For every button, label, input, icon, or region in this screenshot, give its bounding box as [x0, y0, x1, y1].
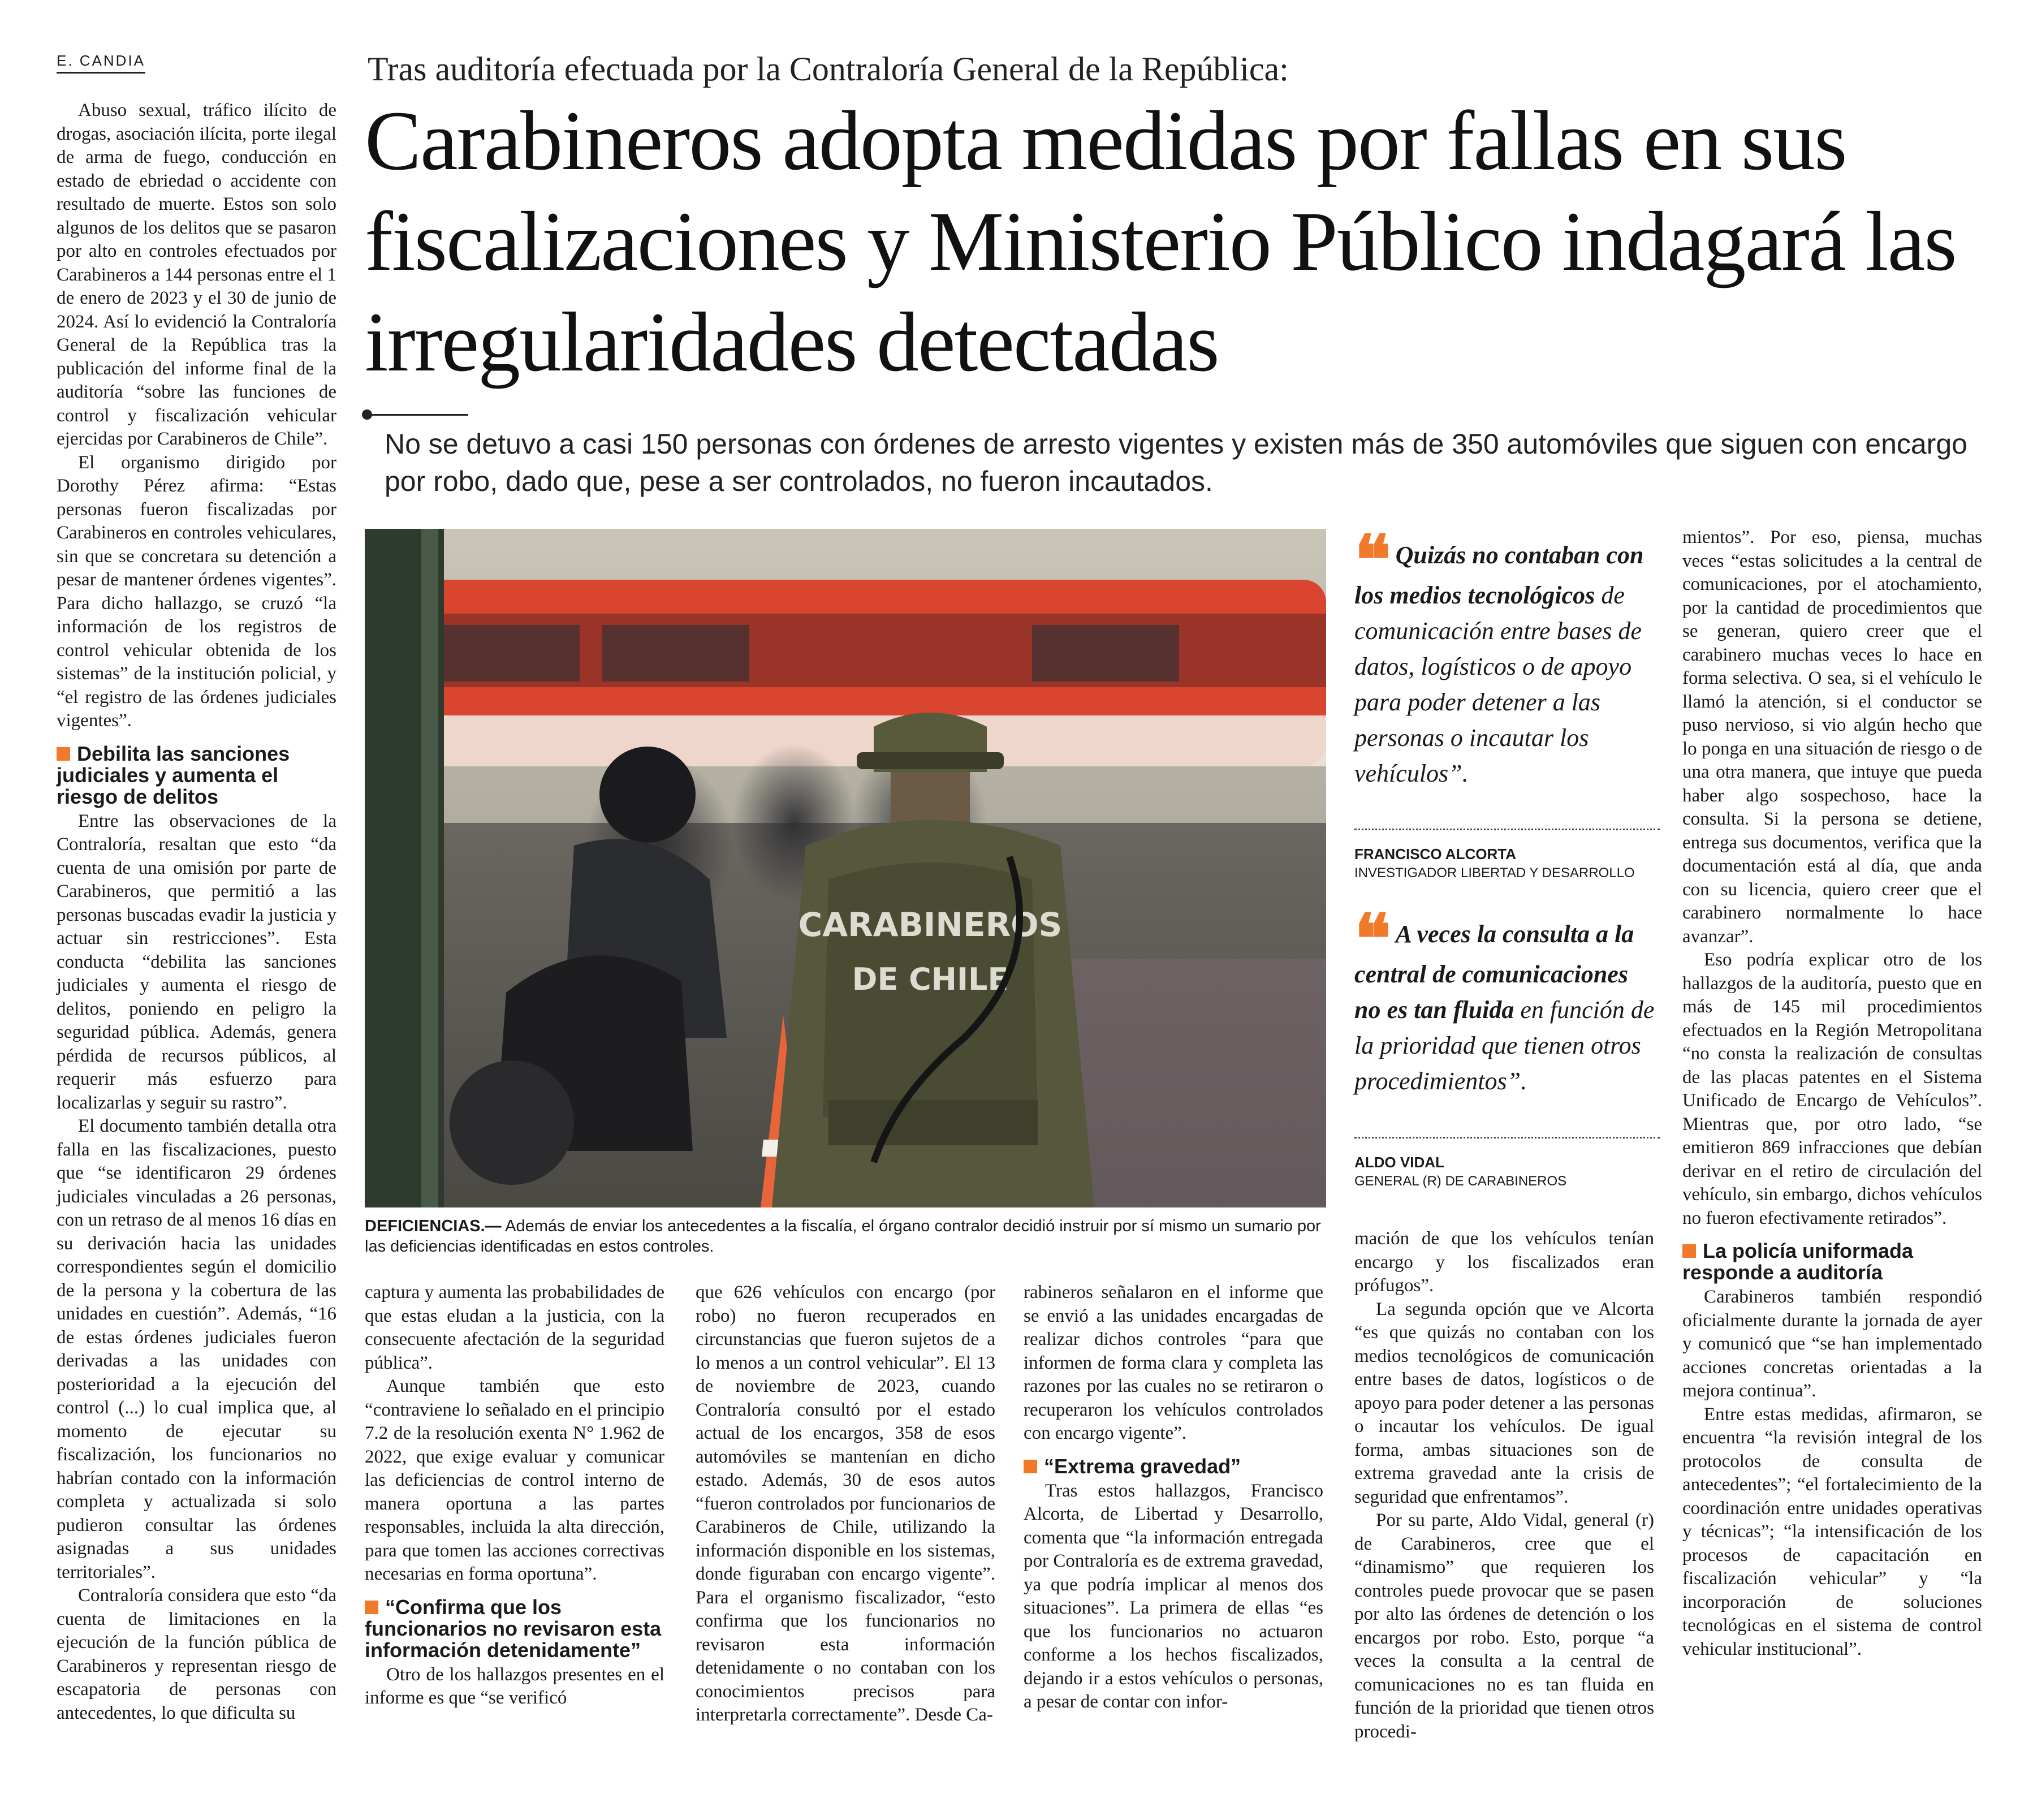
subheading: La policía uniformada responde a auditoría [1682, 1239, 1914, 1284]
column-2 [365, 1281, 664, 1710]
carabinero-photo-illustration [365, 529, 1326, 1207]
quote-mark-icon: ❝ [1354, 899, 1391, 979]
paragraph: El documento también detalla otra falla en las fiscalizaciones, puesto que “se identificaron 29 órdenes judiciales vinculadas a 26 personas, con un retraso de al menos 16 días en su derivación hacia las unidades correspondientes según el domicilio de la persona y la cobertura de las unidades en cuestión”. Además, “16 de estas órdenes judiciales fueron derivadas a las unidades con posterioridad a la ejecución del control (...) lo cual implica que, al momento de ejecutar su fiscalización, los funcionarios no habrían contado con la información completa y actualizada si solo pudieron consultar las órdenes asignadas a sus unidades territoriales”. [57, 1116, 336, 1582]
column-1 [57, 99, 336, 1725]
paragraph: Por su parte, Aldo Vidal, general (r) de Carabineros, cree que el “dinamismo” que requieren los controles puede provocar que se pasen por alto las órdenes de detención o los encargos por robo. Esto, porque “a veces la consulta a la central de comunicaciones no es tan fluida en función de la prioridad que tienen otros procedi- [1354, 1510, 1654, 1742]
headline: Carabineros adopta medidas por fallas en sus fiscalizaciones y Ministerio Público indagará las irregularidades detectadas [365, 94, 1956, 389]
byline: E. CANDIA [57, 52, 145, 74]
subheading: “Confirma que los funcionarios no revisaron esta información detenidamente” [365, 1595, 662, 1662]
paragraph: Aunque también que esto “contraviene lo señalado en el principio 7.2 de la resolución exenta N° 1.962 de 2022, que exige evaluar y comunicar las deficiencias de control interno de manera oportuna a las partes responsables, incluida la alta dirección, para que tomen las acciones correctivas necesarias en forma oportuna”. [365, 1376, 664, 1584]
quote-author-role: INVESTIGADOR LIBERTAD Y DESARROLLO [1354, 865, 1635, 881]
kicker: Tras auditoría efectuada por la Contraloría General de la República: [368, 50, 1289, 88]
vest-label-bottom: DE CHILE [852, 961, 1009, 997]
quote-separator [1354, 829, 1660, 830]
paragraph: mientos”. Por eso, piensa, muchas veces “estas solicitudes a la central de comunicaciones, por el atochamiento, por la cantidad de procedimientos que se generan, quiero creer que el carabinero muchas veces lo hace en forma selectiva. O sea, si el vehículo le llamó la atención, si el conductor se puso nervioso, si vio algún hecho que lo ponga en una situación de riesgo o de una otra manera, que intuye que pueda haber algo sospechoso, hace la consulta. Si la persona se detiene, entrega sus documentos, verifica que la documentación está al día, que anda con su licencia, quiero creer que el carabinero normalmente lo hace avanzar”. [1682, 527, 1982, 947]
paragraph: Abuso sexual, tráfico ilícito de drogas, asociación ilícita, porte ilegal de arma de fuego, conducción en estado de ebriedad o accidente con resultado de muerte. Estos son solo algunos de los delitos que se pasaron por alto en controles efectuados por Carabineros a 144 personas entre el 1 de enero de 2023 y el 30 de junio de 2024. Así lo evidenció la Contraloría General de la República tras la publicación del informe final de la auditoría “sobre las funciones de control y fiscalización vehicular ejercidas por Carabineros de Chile”. [57, 100, 336, 449]
square-bullet-icon [365, 1601, 378, 1614]
quote-rest: de comunicación entre bases de datos, logísticos o de apoyo para poder detener a las personas o incautar los vehículos”. [1354, 581, 1642, 787]
caption-label: DEFICIENCIAS.— [365, 1217, 502, 1235]
pull-quote-2 [1354, 899, 1660, 1099]
paragraph: mación de que los vehículos tenían encargo y los fiscalizados eran prófugos”. [1354, 1228, 1654, 1296]
paragraph: captura y aumenta las probabilidades de que estas eludan a la justicia, con la consecuente afectación de la seguridad pública”. [365, 1282, 664, 1373]
photo-caption [365, 1216, 1326, 1257]
column-3 [696, 1281, 995, 1727]
quote-bold: A veces la consulta a la central de comunicaciones no es tan fluida [1354, 920, 1634, 1024]
paragraph: Entre las observaciones de la Contraloría, resaltan que esto “da cuenta de una omisión por parte de Carabineros, que permitió a las personas buscadas evadir la justicia y actuar sin restricciones”. Esta conducta “debilita las sanciones judiciales y aumenta el riesgo de delitos, poniendo en peligro la seguridad pública. Además, genera pérdida de recursos públicos, al requerir más esfuerzo para localizarlas y seguir su rastro”. [57, 810, 336, 1113]
paragraph: Otro de los hallazgos presentes en el informe es que “se verificó [365, 1664, 664, 1708]
quote-bold: Quizás no contaban con los medios tecnológicos [1354, 541, 1644, 609]
column-5 [1354, 1227, 1654, 1744]
paragraph: rabineros señalaron en el informe que se envió a las unidades encargadas de realizar dichos controles “para que informen de forma clara y completa las razones por las cuales no se retiraron o recuperaron los vehículos controlados con encargo vigente”. [1024, 1282, 1323, 1443]
pull-quote-1 [1354, 520, 1660, 791]
paragraph: Carabineros también respondió oficialmente durante la jornada de ayer y comunicó que “se han implementado acciones concretas orientadas a la mejora continua”. [1682, 1287, 1982, 1401]
subheading: Debilita las sanciones judiciales y aumenta el riesgo de delitos [57, 741, 290, 808]
dek-rule [366, 414, 468, 416]
quote-author-role: GENERAL (R) DE CARABINEROS [1354, 1174, 1567, 1189]
paragraph: Eso podría explicar otro de los hallazgos de la auditoría, puesto que en más de 145 mil procedimientos efectuados en la Región Metropolitana “no consta la realización de consultas de las placas patentes en el Sistema Unificado de Encargo de Vehículos”. Mientras que, por otro lado, “se emitieron 869 infracciones que debían derivar en el retiro de circulación del vehículo, sin embargo, dichos vehículos no fueron efectivamente retirados”. [1682, 950, 1982, 1228]
paragraph: Tras estos hallazgos, Francisco Alcorta, de Libertad y Desarrollo, comenta que “la información entregada por Contraloría es de extrema gravedad, ya que podría implicar al menos dos situaciones”. La primera de ellas “es que los funcionarios no actuaron conforme a los hechos fiscalizados, dejando ir a estos vehículos o personas, a pesar de contar con infor- [1024, 1480, 1323, 1712]
quote-mark-icon: ❝ [1354, 520, 1391, 600]
quote-separator [1354, 1137, 1660, 1138]
caption-text: Además de enviar los antecedentes a la fiscalía, el órgano contralor decidió instruir por sí mismo un sumario por las deficiencias identificadas en estos controles. [365, 1217, 1321, 1256]
dek: No se detuvo a casi 150 personas con órdenes de arresto vigentes y existen más de 350 automóviles que siguen con encargo por robo, dado que, pese a ser controlados, no fueron incautados. [385, 428, 1967, 497]
news-photo [365, 529, 1326, 1207]
quote-author-name: FRANCISCO ALCORTA [1354, 846, 1516, 862]
square-bullet-icon [1024, 1460, 1037, 1473]
paragraph: Entre estas medidas, afirmaron, se encuentra “la revisión integral de los protocolos de consulta de antecedentes”; “el fortalecimiento de la coordinación entre unidades operativas y técnicas”; “la intensificación de los procesos de capacitación en fiscalización vehicular” y “la incorporación de soluciones tecnológicas en el sistema de control vehicular institucional”. [1682, 1404, 1982, 1659]
quote-rest: en función de la prioridad que tienen otros procedimientos”. [1354, 996, 1655, 1095]
paragraph: Contraloría considera que esto “da cuenta de limitaciones en la ejecución de la función pública de Carabineros y representan riesgo de escapatoria de personas con antecedentes, lo que dificulta su [57, 1585, 336, 1723]
paragraph: La segunda opción que ve Alcorta “es que quizás no contaban con los medios tecnológicos de comunicación entre bases de datos, logísticos o de apoyo para poder detener a las personas o incautar los vehículos. De igual forma, ambas situaciones son de extrema gravedad ante la crisis de seguridad que enfrentamos”. [1354, 1299, 1654, 1507]
subheading: “Extrema gravedad” [1024, 1456, 1323, 1477]
paragraph: El organismo dirigido por Dorothy Pérez afirma: “Estas personas fueron fiscalizadas por Carabineros en controles vehiculares, sin que se concretara su detención a pesar de mantener órdenes vigentes”. Para dicho hallazgo, se cruzó “la información de los registros de control vehicular obtenida de los sistemas” de la institución policial, y “el registro de las órdenes judiciales vigentes”. [57, 452, 336, 731]
column-4 [1024, 1281, 1323, 1714]
quote-author-name: ALDO VIDAL [1354, 1154, 1444, 1171]
square-bullet-icon [57, 747, 70, 761]
square-bullet-icon [1682, 1244, 1696, 1258]
column-6 [1682, 526, 1982, 1661]
paragraph: que 626 vehículos con encargo (por robo) no fueron recuperados en circunstancias que fueron sujetos de a lo menos a un control vehicular”. El 13 de noviembre de 2023, cuando Contraloría consultó por el estado actual de los encargos, 358 de esos automóviles se mantenían en dicho estado. Además, 30 de esos autos “fueron controlados por funcionarios de Carabineros de Chile, utilizando la información disponible en los sistemas, donde figuraban con encargo vigente”. Para el organismo fiscalizador, “esto confirma que los funcionarios no revisaron esta información detenidamente o no contaban con los conocimientos precisos para interpretarla correctamente”. Desde Ca- [696, 1282, 995, 1725]
vest-label-top: CARABINEROS [798, 905, 1063, 944]
